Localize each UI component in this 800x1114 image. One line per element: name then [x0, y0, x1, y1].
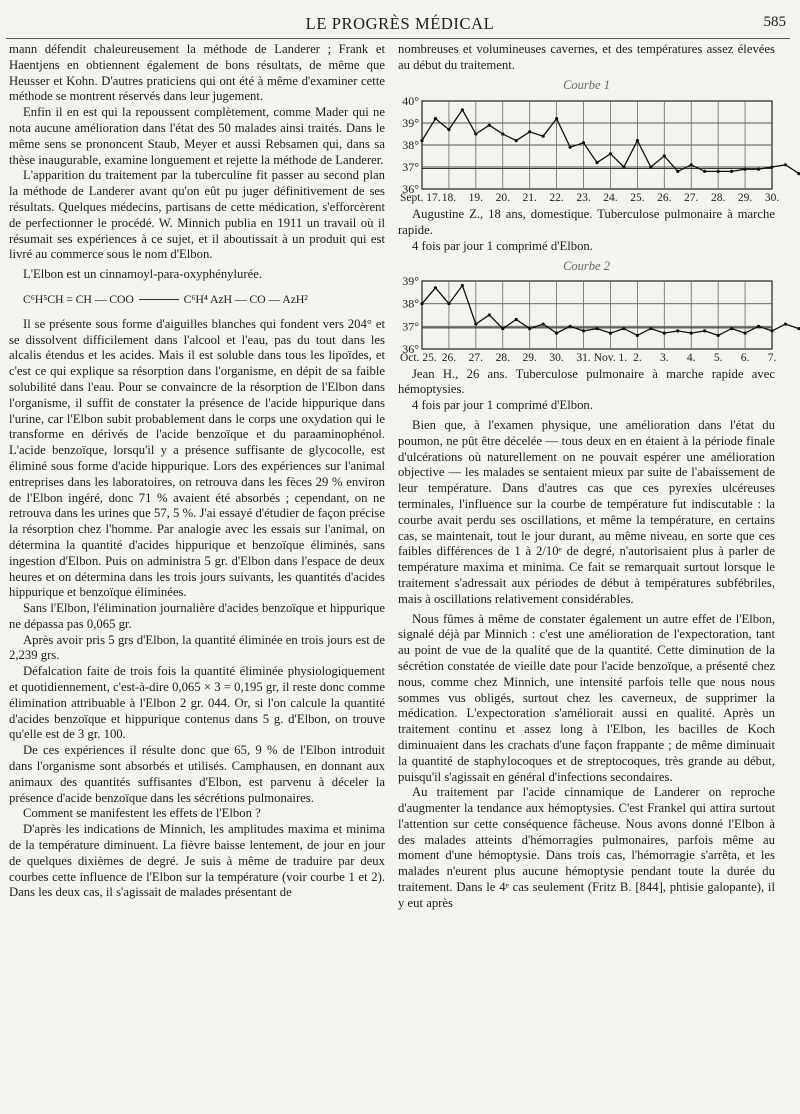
data-point [784, 322, 787, 325]
paragraph: D'après les indications de Minnich, les amplitudes maxima et minima de la température diminuent. La fièvre baisse lentement, de jour en jour de quelques dixièmes de degré. Je suis à même de traduire par deux courbes cette influence de l'Elbon sur la température (voir courbe 1 et 2). Dans les deux cas, il s'agissait de malades présentant de [9, 822, 385, 900]
case-description: Jean H., 26 ans. Tuberculose pulmonaire à marche rapide avec hémoptysies. [398, 366, 775, 397]
paragraph: Bien que, à l'examen physique, une amélioration dans l'état du poumon, ne pût être décelée — tous deux en en étaient à la période finale d'ulcérations où naturellement on ne pouvait espérer une amélioration objective — les malades se sentaient mieux par suite de l'abaissement de leur température. Dans d'autres cas que ces pyrexies ulcéreuses terminales, l'influence sur la courbe de température fut indiscutable : la courbe avait perdu ses oscillations, et même la température, en certains cas, se maintenait, tout le jour durant, au même niveau, en sorte que ces faibles différences de 1 à 2/10ᵉ de degré, n'autorisaient plus à parler de température maxima et minima. Ce fait se remarquait surtout lorsque le traitement s'adressait aux périodes de début à températures subfébriles, mais à oscillations relativement considérables. [398, 417, 775, 606]
paragraph: mann défendit chaleureusement la méthode de Landerer ; Frank et Haentjens en obtiennent également de bons résultats, de même que Heusser et Kohn. D'autres praticiens qui ont été à même d'examiner cette méthode se montrent réservés dans leur jugement. [9, 42, 385, 104]
left-column [9, 42, 385, 901]
paragraph: Défalcation faite de trois fois la quantité éliminée physiologiquement et quotidiennement, c'est-à-dire 0,065 × 3 = 0,195 gr, il reste donc comme élimination attribuable à l'Elbon 2 gr. 044. Or, si l'on calcule la quantité d'acides benzoïque et hippurique contenus dans 5 g. d'Elbon, on trouve qu'elle est de 3 gr. 100. [9, 664, 385, 742]
data-point [622, 166, 625, 169]
x-tick-label: 27. [684, 192, 699, 205]
data-point [717, 170, 720, 173]
data-point [488, 313, 491, 316]
paragraph: De ces expériences il résulte donc que 65, 9 % de l'Elbon introduit dans l'organisme sont absorbés et utilisés. Camphausen, en donnant aux animaux des quantités suffisantes d'Elbon, est parvenu à déceler la présence d'acide benzoïque dans les sécrétions pulmonaires. [9, 743, 385, 805]
data-point [420, 302, 423, 305]
data-point [595, 161, 598, 164]
data-point [582, 142, 585, 145]
y-tick-label: 38° [402, 138, 419, 153]
x-tick-label: 24. [603, 192, 618, 205]
x-tick-label: 27. [468, 351, 484, 364]
data-point [447, 302, 450, 305]
data-point [515, 139, 518, 142]
x-tick-label: 20. [495, 192, 510, 205]
data-point [703, 170, 706, 173]
data-point [730, 170, 733, 173]
paragraph: Enfin il en est qui la repoussent complètement, comme Mader qui ne nota aucune amélioration dans l'état des 50 malades ainsi traités. Dans le même sens se prononcent Staub, Meyer et aussi Rebsamen qui, dans sa thèse inaugurable, examine longuement et rejette la méthode de Landerer. [9, 105, 385, 167]
data-point [568, 146, 571, 149]
data-point [663, 331, 666, 334]
data-point [488, 124, 491, 127]
paragraph: nombreuses et volumineuses cavernes, et des températures assez élevées au début du traitement. [398, 42, 775, 72]
data-point [542, 135, 545, 138]
y-tick-label: 36° [402, 341, 419, 356]
x-tick-label: 4. [686, 351, 696, 364]
data-point [663, 155, 666, 158]
data-point [434, 286, 437, 289]
x-tick-label: 29. [522, 351, 537, 364]
paragraph: Après avoir pris 5 grs d'Elbon, la quantité éliminée en trois jours est de 2,239 grs. [9, 632, 385, 663]
x-tick-label: 21. [522, 192, 537, 205]
dosage-note: 4 fois par jour 1 comprimé d'Elbon. [412, 398, 593, 413]
paragraph: Il se présente sous forme d'aiguilles blanches qui fondent vers 204° et se dissolvent difficilement dans l'alcool et l'eau, pas du tout dans les alcalis étendus et les acides. Mais il est soluble dans tous les lipoïdes, et c'est ce qui explique sa résorption dans l'organisme, en dépit de sa faible solubilité dans l'eau. Pour se convaincre de la résorption de l'Elbon dans l'organisme, il suffit de constater la présence de l'acide hippurique dans l'urine, car l'Elbon subit probablement dans le corps une oxydation qui le transforme en dérivés de l'acide benzoïque et du paraaminophénol. L'acide benzoïque, lorsqu'il y a présence suffisante de glycocolle, est éliminé sous forme d'acide hippurique. Lors des expériences sur l'animal entreprises dans les laboratoires, on retrouva dans les fèces 29 % environ de l'Elbon ingéré, donc 71 % avaient été absorbés ; cependant, on ne retrouva dans les urines que 57, 5 %. J'ai essayé d'étudier de façon précise la résorption chez l'homme. Par analogie avec les essais sur l'animal, on détermina la quantité d'acides hippurique et benzoïque éliminés, sans ingestion d'Elbon. Puis on administra 5 gr. d'Elbon dans l'espace de deux heures et on détermina dans les trois jours suivants, les quantités d'acides hippurique et benzoïque éliminées. [9, 316, 385, 600]
x-tick-label: 30. [549, 351, 564, 364]
page-number: 585 [763, 14, 786, 30]
x-tick-label: 28. [495, 351, 510, 364]
formula-right: C⁶H⁴ AzH — CO — AzH² [183, 291, 308, 306]
x-tick-label: 29. [737, 192, 753, 205]
data-point [609, 153, 612, 156]
data-point [649, 327, 652, 330]
data-point [568, 324, 571, 327]
x-tick-label: 26. [441, 351, 457, 364]
data-point [528, 131, 531, 134]
x-tick-label: 26. [657, 192, 672, 205]
right-column [398, 42, 780, 912]
data-point [690, 331, 693, 334]
data-point [501, 133, 504, 136]
data-point [784, 164, 787, 167]
x-tick-label: 3. [659, 351, 669, 364]
data-point [649, 166, 652, 169]
x-tick-label: 19. [468, 192, 484, 205]
data-point [622, 327, 625, 330]
data-point [703, 329, 706, 332]
header-rule [6, 38, 790, 39]
data-point [434, 117, 437, 120]
y-tick-label: 37° [402, 160, 419, 175]
data-point [730, 327, 733, 330]
data-point [636, 333, 639, 336]
x-tick-label: Nov. 1. [593, 351, 628, 364]
x-tick-label: 28. [710, 192, 726, 205]
data-point [555, 331, 558, 334]
data-point [474, 322, 477, 325]
page-header [0, 14, 800, 36]
paragraph: Comment se manifestent les effets de l'Elbon ? [23, 806, 261, 821]
x-tick-label: Oct. 25. [400, 351, 437, 364]
x-tick-label: Sept. 17. [400, 192, 441, 205]
dosage-note: 4 fois par jour 1 comprimé d'Elbon. [412, 238, 593, 253]
data-point [770, 166, 773, 169]
case-description: Augustine Z., 18 ans, domestique. Tuberculose pulmonaire à marche rapide. [398, 207, 775, 238]
data-point [515, 318, 518, 321]
y-tick-label: 38° [402, 296, 419, 311]
data-point [555, 117, 558, 120]
formula-arrow [139, 299, 179, 300]
y-tick-label: 37° [402, 318, 419, 333]
data-point [676, 329, 679, 332]
x-tick-label: 23. [576, 192, 591, 205]
x-tick-label: 31. [576, 351, 591, 364]
data-point [542, 322, 545, 325]
data-point [420, 139, 423, 142]
data-point [717, 333, 720, 336]
y-tick-label: 39° [402, 116, 419, 131]
data-point [743, 331, 746, 334]
x-tick-label: 22. [549, 192, 564, 205]
chart-frame [422, 281, 772, 349]
data-point [474, 133, 477, 136]
y-tick-label: 39° [402, 273, 419, 288]
x-tick-label: 30. [764, 192, 780, 205]
data-point [770, 329, 773, 332]
data-point [461, 284, 464, 287]
x-tick-label: 6. [740, 351, 750, 364]
temperature-chart-2 [400, 273, 777, 367]
y-tick-label: 36° [402, 182, 419, 197]
x-tick-label: 5. [713, 351, 723, 364]
y-tick-label: 40° [402, 94, 419, 109]
data-point [757, 168, 760, 171]
data-point [676, 170, 679, 173]
chart-1-caption: Courbe 1 [563, 77, 610, 92]
data-point [582, 329, 585, 332]
x-tick-label: 18. [441, 192, 457, 205]
data-point [609, 331, 612, 334]
chemical-formula [23, 292, 385, 308]
paragraph: L'apparition du traitement par la tuberculine fit passer au second plan la méthode de Landerer avant qu'on eût pu juger définitivement de ses résultats. Quelques médecins, partisans de cette médication, s'efforcèrent de perfectionner le procédé. W. Minnich publia en 1911 un travail où il résumait ses expériences à ce sujet, et il aboutissait à un produit qui est livré au commerce sous le nom d'Elbon. [9, 168, 385, 262]
temperature-chart-1 [400, 94, 780, 207]
paragraph: L'Elbon est un cinnamoyl-para-oxyphénylurée. [23, 267, 263, 282]
x-tick-label: 25. [630, 192, 645, 205]
data-point [690, 164, 693, 167]
paragraph: Nous fûmes à même de constater également un autre effet de l'Elbon, signalé déjà par Minnich : c'est une amélioration de l'expectoration, tant au point de vue de la qualité que de la quantité. Cette diminution de la sécrétion constatée de vieille date pour l'acide benzoïque, a présenté chez nous, comme chez Minnich, une intensité parfois telle que nous nous sommes vus obligés, surtout chez les caverneux, de supprimer la médication. L'expectoration s'améliorait aussi en qualité. Après un traitement continu et assez long à l'Elbon, les bacilles de Koch diminuaient dans les crachats d'une façon frappante ; de même diminuait la quantité de staphylocoques et de streptocoques, très grande au début, puisqu'il s'agissait en général d'infections secondaires. [398, 611, 775, 784]
x-tick-label: 2. [633, 351, 642, 364]
data-point [757, 324, 760, 327]
data-point [528, 327, 531, 330]
x-tick-label: 7. [767, 351, 777, 364]
data-point [595, 327, 598, 330]
data-point [461, 109, 464, 112]
data-point [743, 168, 746, 171]
data-point [636, 139, 639, 142]
data-point [501, 327, 504, 330]
paragraph: Sans l'Elbon, l'élimination journalière d'acides benzoïque et hippurique ne dépassa pas 0,065 gr. [9, 601, 385, 631]
paragraph: Au traitement par l'acide cinnamique de Landerer on reproche d'augmenter la tendance aux hémoptysies. C'est Frankel qui attira surtout l'attention sur cette conséquence fâcheuse. Nous avons donné l'Elbon à des malades atteints d'hémorragies pulmonaires, parfois même au moment d'une hémoptysie. Dans trois cas, l'hémorragie s'arrêta, et les malades n'eurent plus aucune hémoptysie pendant toute la durée du traitement. Dans le 4ᵉ cas seulement (Fritz B. [844], phtisie galopante), il y eut après [398, 785, 775, 910]
formula-left: C⁶H⁵CH = CH — COO [23, 291, 134, 306]
journal-title: LE PROGRÈS MÉDICAL [305, 14, 495, 33]
chart-2-caption: Courbe 2 [563, 258, 610, 273]
data-point [447, 128, 450, 131]
